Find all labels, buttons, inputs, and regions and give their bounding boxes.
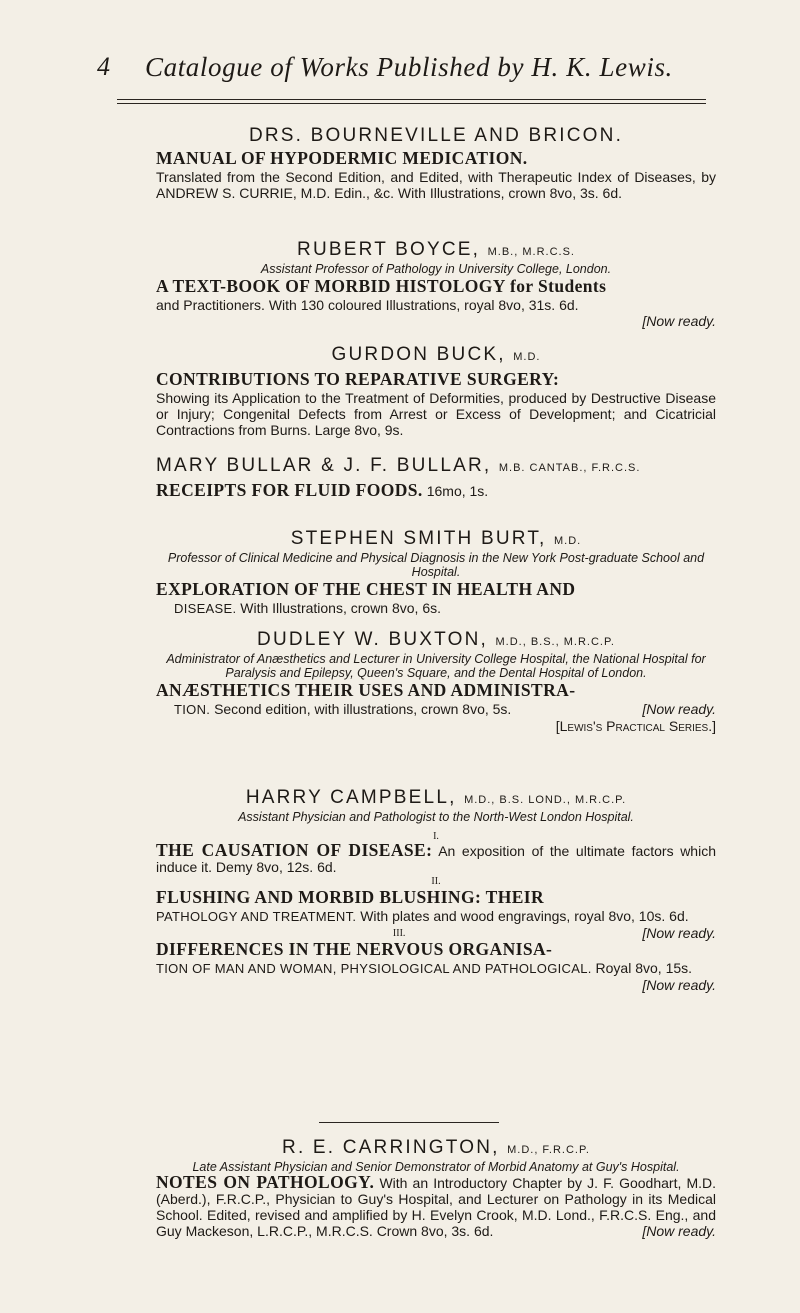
author-affiliation: Assistant Professor of Pathology in University College, London. [260,262,612,276]
author-affiliation: Late Assistant Physician and Senior Demonstrator of Morbid Anatomy at Guy's Hospital. [192,1160,680,1174]
book-title: RECEIPTS FOR FLUID FOODS. [156,480,423,500]
book-description: Second edition, with illustrations, crown 8vo, 5s. [214,701,512,717]
work-numeral: I. [433,831,439,842]
entry-bourneville [156,126,716,201]
section-divider [319,1122,499,1123]
author-name: RUBERT BOYCE, [297,239,481,260]
publication-status: [Now ready. [642,1223,716,1239]
book-description: With an Introductory Chapter by J. F. Goodhart, M.D. (Aberd.), F.R.C.P., Physician to Guy's Hospital, and Lecturer on Pathology in its Medical School. Edited, revised and amplified by H. Evelyn Crook, M.D. Lond., F.R.C.S. Eng., and Guy Mackeson, L.R.C.P., M.R.C.S. Crown 8vo, 3s. 6d. [156,1175,717,1239]
entry-campbell [156,788,716,993]
author-degrees: M.B., M.R.C.S. [487,246,575,258]
author-degrees: M.B. CANTAB., F.R.C.S. [498,462,641,474]
book-description-line [156,600,716,617]
book-description: With plates and wood engravings, royal 8vo, 10s. 6d. [360,908,689,924]
author-affiliation: Administrator of Anæsthetics and Lecturer in University College Hospital, the National Hospital for Paralysis and Epilepsy, Queen's Square, and the Dental Hospital of London. [166,652,706,680]
book-title: THE CAUSATION OF DISEASE: [156,840,433,860]
header-rule [117,99,706,100]
author-name: MARY BULLAR & J. F. BULLAR, [156,455,492,476]
book-description-line [156,701,716,718]
publication-status: [Now ready. [642,701,716,717]
author-name: GURDON BUCK, [331,344,506,365]
title-continuation: PATHOLOGY AND TREATMENT. [156,909,357,924]
work-item [156,842,716,875]
book-title: ANÆSTHETICS THEIR USES AND ADMINISTRA- [156,680,576,700]
author-degrees: M.D. [513,351,541,363]
author-line [156,456,716,478]
page-number: 4 [97,52,110,81]
series-note: [Lewis's Practical Series.] [555,718,716,734]
author-name: DUDLEY W. BUXTON, [257,629,489,650]
book-title: CONTRIBUTIONS TO REPARATIVE SURGERY: [156,369,560,389]
header-rule-secondary [117,103,706,104]
title-line [156,480,716,501]
author-line [156,1138,716,1160]
book-description: An exposition of the ultimate factors which induce it. Demy 8vo, 12s. 6d. [156,843,716,875]
entry-carrington [156,1138,716,1239]
entry-boyce [156,240,716,329]
author-degrees: M.D., B.S., M.R.C.P. [495,636,615,648]
publication-status: [Now ready. [642,925,716,941]
author-name: R. E. CARRINGTON, [282,1137,500,1158]
book-title: MANUAL OF HYPODERMIC MEDICATION. [156,148,528,168]
book-title: EXPLORATION OF THE CHEST IN HEALTH AND [156,579,576,599]
book-description: Showing its Application to the Treatment of Deformities, produced by Destructive Disease or Injury; Congenital Defects from Arrest or Excess of Development; and Cicatricial Contractions from Burns. Large 8vo, 9s. [156,390,716,438]
running-title: Catalogue of Works Published by H. K. Lewis. [145,52,673,82]
work-item [156,1174,716,1239]
author-affiliation: Assistant Physician and Pathologist to the North-West London Hospital. [238,810,634,824]
book-description: and Practitioners. With 130 coloured Illustrations, royal 8vo, 31s. 6d. [156,297,579,313]
author-name: DRS. BOURNEVILLE AND BRICON. [248,125,624,146]
author-name: STEPHEN SMITH BURT, [290,528,547,549]
book-description: Translated from the Second Edition, and Edited, with Therapeutic Index of Diseases, by ANDREW S. CURRIE, M.D. Edin., &c. With Illustrations, crown 8vo, 3s. 6d. [156,169,716,201]
author-affiliation: Professor of Clinical Medicine and Physical Diagnosis in the New York Post-graduate School and Hospital. [167,551,705,579]
book-title: NOTES ON PATHOLOGY. [156,1172,375,1192]
publication-status: [Now ready. [642,977,716,993]
author-line [156,240,716,262]
book-description: 16mo, 1s. [426,483,489,499]
title-continuation: DISEASE. [174,601,237,616]
author-degrees: M.D., F.R.C.P. [507,1144,590,1156]
work-numeral: III. [392,928,406,939]
author-line [156,788,716,810]
author-degrees: M.D., B.S. LOND., M.R.C.P. [464,794,627,806]
work-numeral: II. [431,876,441,887]
publication-status: [Now ready. [642,313,716,329]
book-title: DIFFERENCES IN THE NERVOUS ORGANISA- [156,939,553,959]
title-continuation: TION. [174,702,211,717]
author-line [156,345,716,367]
entry-buxton [156,630,716,734]
author-line [156,529,716,551]
work-item [156,960,716,993]
entry-buck [156,345,716,438]
author-line [156,630,716,652]
author-name: HARRY CAMPBELL, [245,787,457,808]
title-continuation: TION OF MAN AND WOMAN, PHYSIOLOGICAL AND PATHOLOGICAL. [156,961,592,976]
book-title: A TEXT-BOOK OF MORBID HISTOLOGY for Students [156,276,607,296]
entry-burt [156,529,716,617]
book-description: With Illustrations, crown 8vo, 6s. [240,600,442,616]
book-description: Royal 8vo, 15s. [595,960,693,976]
entry-bullar [156,456,716,501]
book-title: FLUSHING AND MORBID BLUSHING: THEIR [156,887,545,907]
author-degrees: M.D. [554,535,582,547]
